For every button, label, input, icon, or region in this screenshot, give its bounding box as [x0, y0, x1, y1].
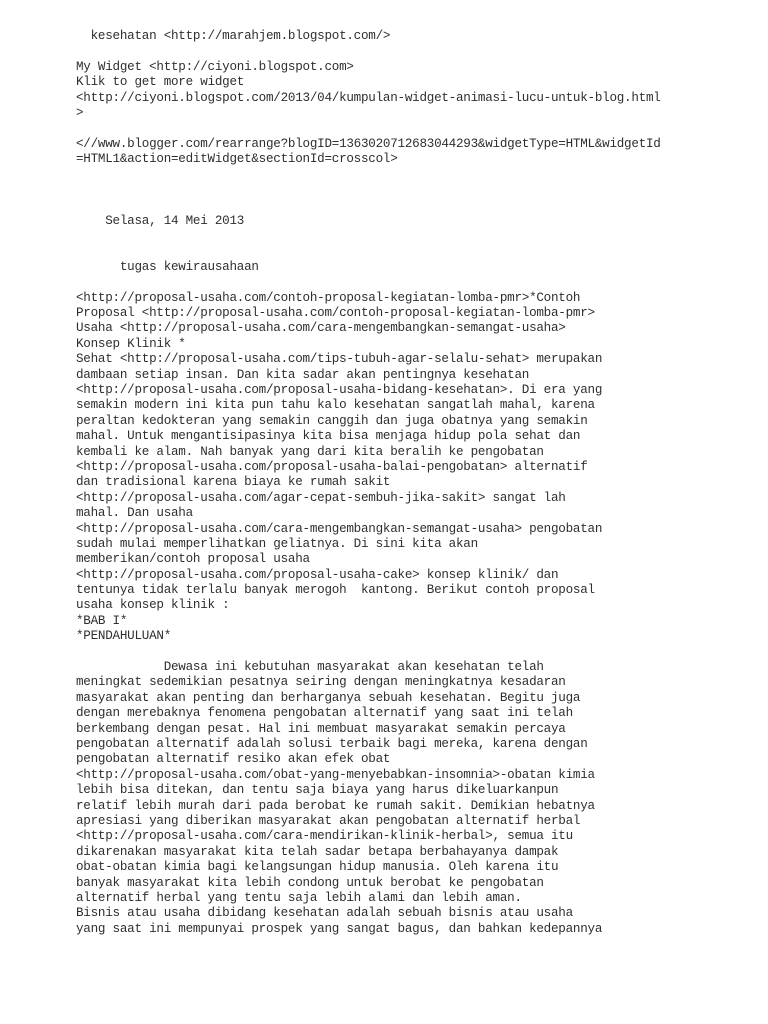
body-line: pengobatan alternatif resiko akan efek obat [76, 752, 391, 767]
widget-url-link[interactable]: <http://ciyoni.blogspot.com/2013/04/kumpulan-widget-animasi-lucu-untuk-blog.html [76, 90, 661, 105]
body-line: alternatif herbal yang tentu saja lebih alami dan lebih aman. [76, 890, 522, 905]
body-line: <http://proposal-usaha.com/cara-mendirikan-klinik-herbal>, semua itu [76, 829, 573, 844]
body-line: mahal. Dan usaha [76, 506, 193, 521]
body-line: <http://proposal-usaha.com/proposal-usaha-bidang-kesehatan>. Di era yang [76, 383, 603, 398]
body-line: yang saat ini mempunyai prospek yang sangat bagus, dan bahkan kedepannya [76, 921, 603, 936]
document-page [76, 29, 756, 937]
blogger-edit-link-tail: =HTML1&action=editWidget&sectionId=crosscol> [76, 152, 398, 167]
body-line: meningkat sedemikian pesatnya seiring dengan meningkatnya kesadaran [76, 675, 566, 690]
widget-url-tail: > [76, 105, 84, 120]
marahjem-link[interactable]: kesehatan <http://marahjem.blogspot.com/> [76, 29, 391, 43]
body-line: banyak masyarakat kita lebih condong untuk berobat ke pengobatan [76, 875, 544, 890]
body-line: <http://proposal-usaha.com/obat-yang-menyebabkan-insomnia>-obatan kimia [76, 767, 595, 782]
body-line: obat-obatan kimia bagi kelangsungan hidup manusia. Oleh karena itu [76, 860, 559, 875]
body-line: <http://proposal-usaha.com/contoh-proposal-kegiatan-lomba-pmr>*Contoh [76, 290, 581, 305]
body-line: dan tradisional karena biaya ke rumah sakit [76, 475, 391, 490]
widget-caption: Klik to get more widget [76, 75, 245, 90]
body-line: mahal. Untuk mengantisipasinya kita bisa menjaga hidup pola sehat dan [76, 429, 581, 444]
body-line: <http://proposal-usaha.com/proposal-usaha-balai-pengobatan> alternatif [76, 459, 588, 474]
body-line: apresiasi yang diberikan masyarakat akan pengobatan alternatif herbal [76, 813, 581, 828]
body-line: tentunya tidak terlalu banyak merogoh kantong. Berikut contoh proposal [76, 583, 595, 598]
body-line: usaha konsep klinik : [76, 598, 230, 613]
header-links [76, 29, 756, 168]
body-line: semakin modern ini kita pun tahu kalo kesehatan sangatlah mahal, karena [76, 398, 595, 413]
body-line: dengan merebaknya fenomena pengobatan alternatif yang saat ini telah [76, 706, 573, 721]
body-line: kembali ke alam. Nah banyak yang dari kita beralih ke pengobatan [76, 444, 544, 459]
body-line: Proposal <http://proposal-usaha.com/contoh-proposal-kegiatan-lomba-pmr> [76, 306, 595, 321]
chapter-heading: *BAB I* [76, 613, 128, 628]
body-line: Bisnis atau usaha dibidang kesehatan adalah sebuah bisnis atau usaha [76, 906, 573, 921]
body-line: Konsep Klinik * [76, 336, 186, 351]
body-line: lebih bisa ditekan, dan tentu saja biaya yang harus dikeluarkanpun [76, 783, 559, 798]
body-line: berkembang dengan pesat. Hal ini membuat masyarakat semakin percaya [76, 721, 566, 736]
post-date: Selasa, 14 Mei 2013 [76, 213, 245, 228]
body-line: dambaan setiap insan. Dan kita sadar akan pentingnya kesehatan [76, 367, 530, 382]
body-line: peraltan kedokteran yang semakin canggih dan juga obatnya yang semakin [76, 413, 588, 428]
body-line: sudah mulai memperlihatkan geliatnya. Di sini kita akan [76, 536, 478, 551]
body-line: <http://proposal-usaha.com/proposal-usaha-cake> konsep klinik/ dan [76, 567, 559, 582]
body-line: masyarakat akan penting dan berharganya sebuah kesehatan. Begitu juga [76, 690, 581, 705]
body-line: memberikan/contoh proposal usaha [76, 552, 310, 567]
body-line: dikarenakan masyarakat kita telah sadar betapa berbahayanya dampak [76, 844, 559, 859]
pendahuluan-text [76, 660, 756, 937]
body-line: <http://proposal-usaha.com/cara-mengembangkan-semangat-usaha> pengobatan [76, 521, 603, 536]
post-body [76, 291, 756, 645]
body-line: relatif lebih murah dari pada berobat ke rumah sakit. Demikian hebatnya [76, 798, 595, 813]
body-line: Sehat <http://proposal-usaha.com/tips-tubuh-agar-selalu-sehat> merupakan [76, 352, 603, 367]
my-widget-link[interactable]: My Widget <http://ciyoni.blogspot.com> [76, 59, 354, 74]
body-line: pengobatan alternatif adalah solusi terbaik bagi mereka, karena dengan [76, 737, 588, 751]
blogger-edit-link[interactable]: <//www.blogger.com/rearrange?blogID=1363020712683044293&widgetType=HTML&widgetId [76, 136, 661, 151]
body-line: Dewasa ini kebutuhan masyarakat akan kesehatan telah [76, 660, 544, 675]
section-heading: *PENDAHULUAN* [76, 629, 171, 644]
body-line: Usaha <http://proposal-usaha.com/cara-mengembangkan-semangat-usaha> [76, 321, 566, 336]
body-line: <http://proposal-usaha.com/agar-cepat-sembuh-jika-sakit> sangat lah [76, 490, 566, 505]
post-title[interactable]: tugas kewirausahaan [76, 259, 259, 274]
